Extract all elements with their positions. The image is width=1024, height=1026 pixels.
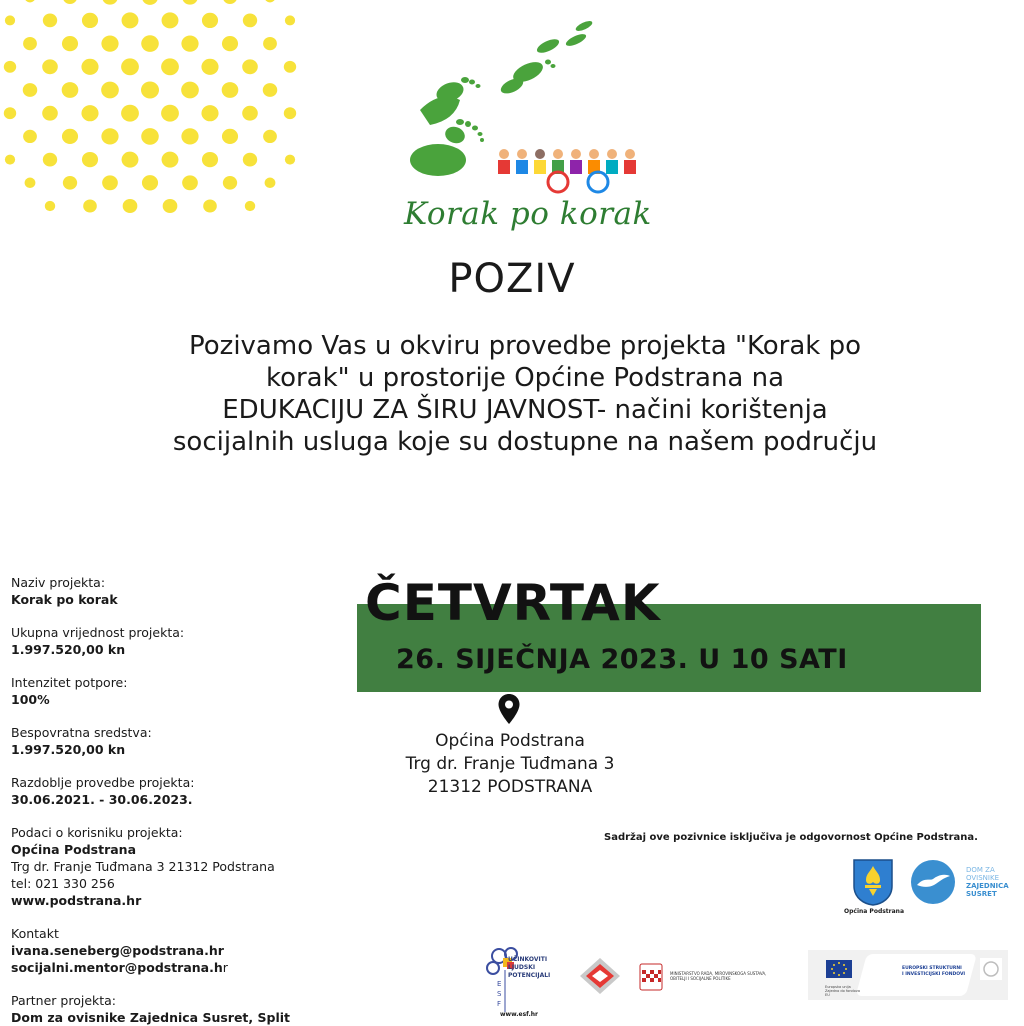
disclaimer: Sadržaj ove pozivnice isključiva je odgovornost Općine Podstrana. xyxy=(604,832,978,843)
decor-dot xyxy=(284,61,296,73)
decor-dot xyxy=(23,37,37,50)
decor-dot xyxy=(201,105,218,121)
decor-dot xyxy=(163,199,178,213)
decor-dot xyxy=(202,152,218,167)
beneficiary-label: Podaci o korisniku projekta: xyxy=(11,825,183,840)
period-value: 30.06.2021. - 30.06.2023. xyxy=(11,792,193,807)
zajednica-susret-logo-icon xyxy=(910,859,956,905)
partner-label: Partner projekta: xyxy=(11,993,117,1008)
decor-dot xyxy=(23,83,38,97)
decor-dot xyxy=(142,175,158,190)
decor-dot xyxy=(42,106,58,121)
decor-dot xyxy=(121,105,139,122)
decor-dot xyxy=(62,36,78,51)
contact-email-1[interactable]: ivana.seneberg@podstrana.hr xyxy=(11,943,224,958)
decor-dot xyxy=(265,178,276,189)
esf-url: www.esf.hr xyxy=(500,1011,538,1018)
eu-text-line1: EUROPSKI STRUKTURNI xyxy=(902,966,962,971)
decor-dot xyxy=(201,59,218,75)
decor-dot xyxy=(43,14,57,28)
event-day: ČETVRTAK xyxy=(365,574,661,632)
event-venue xyxy=(380,730,640,799)
logo-text: Korak po korak xyxy=(404,196,652,232)
beneficiary-web-link[interactable]: www.podstrana.hr xyxy=(11,893,142,908)
decor-dot xyxy=(243,153,257,167)
project-name: Korak po korak xyxy=(11,592,118,607)
decor-dot xyxy=(121,58,139,75)
decor-dot xyxy=(102,175,118,190)
svg-text:S: S xyxy=(497,990,502,998)
decor-dot xyxy=(182,0,198,5)
decor-dot xyxy=(285,15,295,25)
decor-dot xyxy=(181,128,198,144)
partner-name: Dom za ovisnike Zajednica Susret, Split xyxy=(11,1010,290,1025)
yellow-dot-sphere-decoration xyxy=(0,0,310,240)
venue-city: 21312 PODSTRANA xyxy=(427,777,593,797)
decor-dot xyxy=(141,82,159,99)
decor-dot xyxy=(181,82,199,99)
venue-street: Trg dr. Franje Tuđmana 3 xyxy=(405,754,615,774)
decor-dot xyxy=(285,155,295,165)
decor-dot xyxy=(263,130,277,143)
decor-dot xyxy=(25,0,36,2)
podstrana-crest-icon xyxy=(852,858,894,906)
contact-email-2[interactable] xyxy=(11,959,311,976)
project-info xyxy=(11,574,311,1026)
decor-dot xyxy=(63,0,77,4)
decor-dot xyxy=(5,155,15,165)
grant-value: 1.997.520,00 kn xyxy=(11,742,126,757)
decor-dot xyxy=(101,128,118,144)
event-datetime: 26. SIJEČNJA 2023. U 10 SATI xyxy=(396,644,848,675)
svg-text:E: E xyxy=(497,980,502,988)
beneficiary-name: Općina Podstrana xyxy=(11,842,136,857)
page-title: POZIV xyxy=(448,256,576,302)
esf-line1: UČINKOVITI xyxy=(508,956,548,963)
decor-dot xyxy=(123,199,138,213)
decor-dot xyxy=(242,106,258,121)
decor-dot xyxy=(223,0,237,4)
decor-dot xyxy=(4,61,16,73)
decor-dot xyxy=(45,201,55,211)
decor-dot xyxy=(43,153,57,167)
beneficiary-address: Trg dr. Franje Tuđmana 3 21312 Podstrana xyxy=(11,859,275,874)
decor-dot xyxy=(243,14,257,28)
intensity-label: Intenzitet potpore: xyxy=(11,675,128,690)
ministry-text: MINISTARSTVO RADA, MIROVINSKOGA SUSTAVA, OBITELJI I SOCIJALNE POLITIKE xyxy=(670,971,767,981)
decor-dot xyxy=(245,201,255,211)
decor-dot xyxy=(62,129,78,144)
total-value-label: Ukupna vrijednost projekta: xyxy=(11,625,185,640)
svg-text:F: F xyxy=(497,1000,502,1008)
decor-dot xyxy=(202,13,218,28)
crest-label: Općina Podstrana xyxy=(844,908,904,915)
esf-line2: LJUDSKI xyxy=(508,964,536,971)
venue-name: Općina Podstrana xyxy=(435,731,585,751)
decor-dot xyxy=(122,152,139,168)
dom-logo-text xyxy=(966,866,1009,898)
decor-dot xyxy=(284,107,296,119)
decor-dot xyxy=(161,58,179,75)
decor-dot xyxy=(42,59,58,74)
decor-dot xyxy=(141,128,159,145)
decor-dot xyxy=(162,152,179,168)
decor-dot xyxy=(222,82,239,98)
decor-dot xyxy=(223,176,237,190)
eu-text-line2: I INVESTICIJSKI FONDOVI xyxy=(902,972,966,977)
decor-dot xyxy=(4,107,16,119)
decor-dot xyxy=(181,35,198,51)
contact-email-2-tail: r xyxy=(222,960,228,975)
decor-dot xyxy=(242,59,258,74)
decor-dot xyxy=(161,105,179,122)
eu-union-text: Europska unija Zajedno do fondova EU xyxy=(825,985,861,997)
decor-dot xyxy=(62,82,79,98)
decor-dot xyxy=(265,0,276,2)
decor-dot xyxy=(81,105,98,121)
intensity-value: 100% xyxy=(11,692,50,707)
project-name-label: Naziv projekta: xyxy=(11,575,106,590)
decor-dot xyxy=(63,176,77,190)
contact-label: Kontakt xyxy=(11,926,59,941)
dom-line4: SUSRET xyxy=(966,890,997,898)
esf-text xyxy=(508,956,550,980)
dom-line3: ZAJEDNICA xyxy=(966,882,1009,890)
eu-funds-text xyxy=(902,966,965,978)
decor-dot xyxy=(83,199,97,212)
grant-label: Bespovratna sredstva: xyxy=(11,725,152,740)
decor-dot xyxy=(122,12,139,28)
total-value: 1.997.520,00 kn xyxy=(11,642,126,657)
decor-dot xyxy=(82,152,98,167)
decor-dot xyxy=(222,36,238,51)
decor-dot xyxy=(23,130,37,143)
decor-dot xyxy=(101,35,118,51)
decor-dot xyxy=(263,37,277,50)
decor-dot xyxy=(141,35,159,52)
period-label: Razdoblje provedbe projekta: xyxy=(11,775,195,790)
decor-dot xyxy=(162,12,179,28)
decor-dot xyxy=(101,82,119,99)
decor-dot xyxy=(222,129,238,144)
decor-dot xyxy=(81,59,98,75)
decor-dot xyxy=(203,199,217,212)
decor-dot xyxy=(82,13,98,28)
location-pin-icon xyxy=(497,693,521,725)
decor-dot xyxy=(5,15,15,25)
intro-paragraph: Pozivamo Vas u okviru provedbe projekta "Korak po korak" u prostorije Općine Podstrana na EDUKACIJU ZA ŠIRU JAVNOST- načini korištenja socijalnih usluga koje su dostupne na našem području xyxy=(172,331,878,457)
decor-dot xyxy=(25,178,36,189)
dom-line2: OVISNIKE xyxy=(966,874,999,882)
decor-dot xyxy=(263,83,278,97)
decor-dot xyxy=(142,0,158,5)
esf-line3: POTENCIJALI xyxy=(508,972,551,979)
dom-line1: DOM ZA xyxy=(966,866,995,874)
beneficiary-phone: tel: 021 330 256 xyxy=(11,876,115,891)
decor-dot xyxy=(182,175,198,190)
decor-dot xyxy=(102,0,118,5)
contact-email-2-main: socijalni.mentor@podstrana.h xyxy=(11,960,223,975)
